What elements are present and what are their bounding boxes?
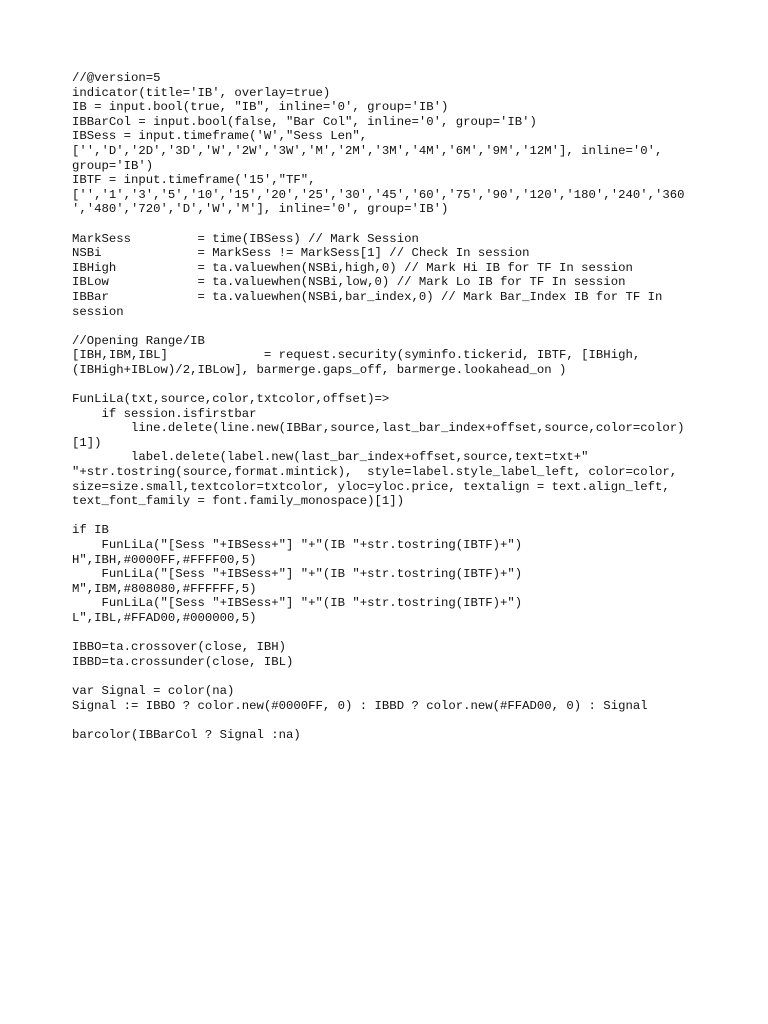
code-line: M",IBM,#808080,#FFFFFF,5) bbox=[72, 581, 257, 596]
code-line: if IB bbox=[72, 523, 109, 538]
code-line: text_font_family = font.family_monospace)[1]) bbox=[72, 494, 405, 509]
code-line bbox=[72, 713, 712, 728]
code-line: IBTF = input.timeframe('15',"TF", bbox=[72, 173, 316, 188]
code-line: size=size.small,textcolor=txtcolor, yloc=yloc.price, textalign = text.align_left, bbox=[72, 479, 670, 494]
code-line: //@version=5 bbox=[72, 71, 161, 85]
code-line: FunLiLa("[Sess "+IBSess+"] "+"(IB "+str.tostring(IBTF)+") bbox=[72, 538, 523, 552]
code-line bbox=[72, 377, 712, 392]
code-line: "+str.tostring(source,format.mintick), style=label.style_label_left, color=color, bbox=[72, 465, 678, 480]
code-line bbox=[72, 669, 712, 684]
code-line: FunLiLa("[Sess "+IBSess+"] "+"(IB "+str.tostring(IBTF)+") bbox=[72, 567, 523, 582]
code-line: [IBH,IBM,IBL] = request.security(syminfo.tickerid, IBTF, [IBHigh, bbox=[72, 348, 641, 363]
code-line: barcolor(IBBarCol ? Signal :na) bbox=[72, 727, 301, 742]
code-line: ['','D','2D','3D','W','2W','3W','M','2M','3M','4M','6M','9M','12M'], inline='0', bbox=[72, 143, 663, 158]
code-line bbox=[72, 217, 712, 232]
code-line: H",IBH,#0000FF,#FFFF00,5) bbox=[72, 552, 257, 567]
code-line: IBBarCol = input.bool(false, "Bar Col", inline='0', group='IB') bbox=[72, 114, 537, 129]
code-line: NSBi = MarkSess != MarkSess[1] // Check In session bbox=[72, 246, 530, 261]
code-line: IBBar = ta.valuewhen(NSBi,bar_index,0) // Mark Bar_Index IB for TF In bbox=[72, 289, 663, 304]
code-line: FunLiLa("[Sess "+IBSess+"] "+"(IB "+str.tostring(IBTF)+") bbox=[72, 596, 523, 611]
code-line: IBBO=ta.crossover(close, IBH) bbox=[72, 640, 287, 655]
code-line: session bbox=[72, 304, 124, 319]
code-line: IB = input.bool(true, "IB", inline='0', group='IB') bbox=[72, 100, 449, 115]
code-listing bbox=[72, 71, 712, 742]
code-line bbox=[72, 509, 712, 524]
code-line bbox=[72, 626, 712, 641]
code-line: IBLow = ta.valuewhen(NSBi,low,0) // Mark Lo IB for TF In session bbox=[72, 275, 626, 290]
code-line: ['','1','3','5','10','15','20','25','30','45','60','75','90','120','180','240','360 bbox=[72, 187, 685, 202]
code-line: var Signal = color(na) bbox=[72, 683, 235, 698]
code-line: if session.isfirstbar bbox=[72, 406, 257, 421]
code-line: group='IB') bbox=[72, 158, 154, 173]
code-line: IBBD=ta.crossunder(close, IBL) bbox=[72, 654, 294, 669]
code-line: //Opening Range/IB bbox=[72, 333, 205, 348]
code-line: L",IBL,#FFAD00,#000000,5) bbox=[72, 610, 257, 625]
code-line: ','480','720','D','W','M'], inline='0', group='IB') bbox=[72, 202, 449, 217]
code-line: MarkSess = time(IBSess) // Mark Session bbox=[72, 231, 419, 246]
code-line: [1]) bbox=[72, 435, 102, 450]
code-line: Signal := IBBO ? color.new(#0000FF, 0) : IBBD ? color.new(#FFAD00, 0) : Signal bbox=[72, 698, 648, 713]
code-line: label.delete(label.new(last_bar_index+offset,source,text=txt+" bbox=[72, 450, 589, 465]
code-line: IBSess = input.timeframe('W',"Sess Len", bbox=[72, 129, 368, 144]
code-line: line.delete(line.new(IBBar,source,last_bar_index+offset,source,color=color) bbox=[72, 421, 685, 436]
code-line bbox=[72, 319, 712, 334]
code-line: indicator(title='IB', overlay=true) bbox=[72, 85, 331, 100]
code-line: FunLiLa(txt,source,color,txtcolor,offset)=> bbox=[72, 392, 390, 407]
code-line: IBHigh = ta.valuewhen(NSBi,high,0) // Mark Hi IB for TF In session bbox=[72, 260, 633, 275]
code-line: (IBHigh+IBLow)/2,IBLow], barmerge.gaps_off, barmerge.lookahead_on ) bbox=[72, 362, 567, 377]
